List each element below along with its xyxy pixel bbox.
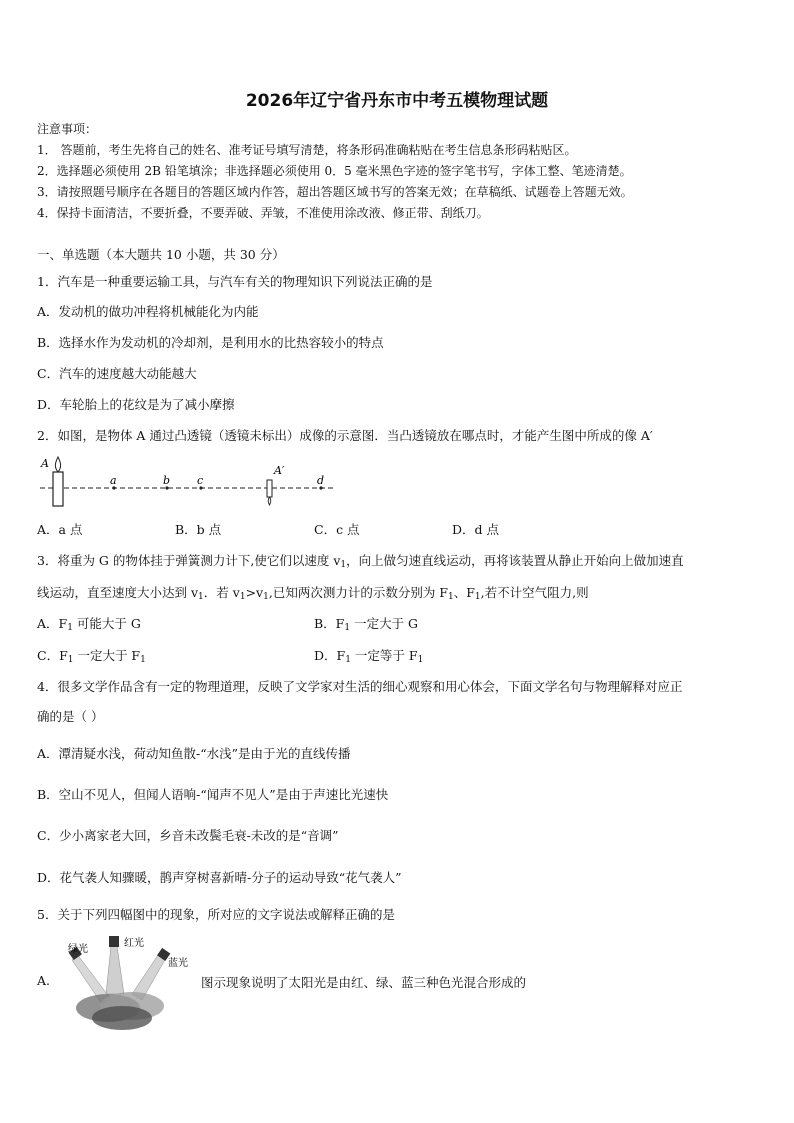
label-point-d: d bbox=[317, 474, 325, 487]
label-point-a: a bbox=[110, 474, 117, 487]
q1-stem: 1．汽车是一种重要运输工具，与汽车有关的物理知识下列说法正确的是 bbox=[37, 274, 433, 289]
red-lamp-icon bbox=[109, 936, 119, 947]
q4-stem-line2: 确的是（ ） bbox=[37, 709, 104, 724]
q1-option-d: D．车轮胎上的花纹是为了减小摩擦 bbox=[37, 397, 235, 412]
flame-icon bbox=[55, 457, 60, 472]
image-flame-icon bbox=[268, 497, 271, 505]
q4-option-a: A．潭清疑水浅，荷动知鱼散-“水浅”是由于光的直线传播 bbox=[37, 746, 351, 761]
q2-option-c: C．c 点 bbox=[314, 522, 360, 537]
notice-item-1: 1． 答题前，考生先将自己的姓名、准考证号填写清楚，将条形码准确粘贴在考生信息条形码粘贴区。 bbox=[37, 143, 577, 157]
label-point-c: c bbox=[197, 474, 204, 487]
q4-option-b: B．空山不见人，但闻人语响-“闻声不见人”是由于声速比光速快 bbox=[37, 787, 389, 802]
q4-option-c: C．少小离家老大回，乡音未改鬓毛衰-未改的是“音调” bbox=[37, 828, 339, 843]
notice-item-4: 4．保持卡面清洁，不要折叠，不要弄破、弄皱，不准使用涂改液、修正带、刮纸刀。 bbox=[37, 206, 489, 220]
q3-option-a: A．$F_1$ 可能大于 G bbox=[37, 616, 141, 633]
label-red-light: 红光 bbox=[124, 938, 144, 949]
label-blue-light: 蓝光 bbox=[168, 958, 188, 969]
q3-option-b: B．$F_1$ 一定大于 G bbox=[314, 616, 419, 633]
notice-item-2: 2．选择题必须使用 2B 铅笔填涂；非选择题必须使用 0．5 毫米黑色字迹的签字笔书写，字体工整、笔迹清楚。 bbox=[37, 164, 632, 178]
q3-stem-line2: 线运动，直至速度大小达到 $v_1$．若 $v_1>v_1$,已知两次测力计的示数分别为 $F_1$、$F_1$,若不计空气阻力,则 bbox=[37, 585, 589, 602]
q5-option-a-label: A. bbox=[37, 973, 51, 988]
q4-stem-line1: 4．很多文学作品含有一定的物理道理，反映了文学家对生活的细心观察和用心体会，下面文学名句与物理解释对应正 bbox=[37, 679, 683, 694]
q2-option-a: A．a 点 bbox=[37, 522, 83, 537]
red-beam bbox=[106, 946, 124, 994]
q1-option-b: B．选择水作为发动机的冷却剂，是利用水的比热容较小的特点 bbox=[37, 335, 384, 350]
notice-heading: 注意事项： bbox=[37, 122, 98, 136]
candle-object bbox=[53, 472, 63, 506]
q5-stem: 5．关于下列四幅图中的现象，所对应的文字说法或解释正确的是 bbox=[37, 907, 395, 922]
label-object-a: A bbox=[41, 457, 49, 470]
label-image-a-prime: A′ bbox=[274, 464, 285, 477]
q2-option-d: D．d 点 bbox=[452, 522, 499, 537]
q1-option-a: A．发动机的做功冲程将机械能化为内能 bbox=[37, 304, 259, 319]
q2-stem: 2．如图，是物体 A 通过凸透镜（透镜未标出）成像的示意图．当凸透镜放在哪点时，才能产生图中所成的像 A′ bbox=[37, 428, 653, 443]
q3-stem-line1: 3．将重为 G 的物体挂于弹簧测力计下,使它们以速度 $v_1$，向上做匀速直线运动，再将该装置从静止开始向上做加速直 bbox=[37, 553, 684, 570]
q3-option-d: D．$F_1$ 一定等于 $F_1$ bbox=[314, 648, 424, 665]
q5-color-light-figure bbox=[62, 932, 192, 1032]
q3-option-c: C．$F_1$ 一定大于 $F_1$ bbox=[37, 648, 146, 665]
q1-option-c: C．汽车的速度越大动能越大 bbox=[37, 366, 197, 381]
q5-option-a-text: 图示现象说明了太阳光是由红、绿、蓝三种色光混合形成的 bbox=[201, 975, 527, 990]
q2-option-b: B．b 点 bbox=[175, 522, 222, 537]
blue-spot bbox=[92, 1006, 152, 1030]
section-heading: 一、单选题（本大题共 10 小题，共 30 分） bbox=[37, 247, 285, 262]
notice-item-3: 3．请按照题号顺序在各题目的答题区域内作答，超出答题区域书写的答案无效；在草稿纸、试题卷上答题无效。 bbox=[37, 185, 633, 199]
q2-lens-figure bbox=[38, 452, 348, 508]
page-title: 2026年辽宁省丹东市中考五模物理试题 bbox=[245, 91, 549, 111]
label-point-b: b bbox=[163, 474, 171, 487]
candle-image bbox=[267, 480, 272, 497]
q4-option-d: D．花气袭人知骤暖，鹊声穿树喜新晴-分子的运动导致“花气袭人” bbox=[37, 870, 402, 885]
label-green-light: 绿光 bbox=[68, 944, 88, 955]
